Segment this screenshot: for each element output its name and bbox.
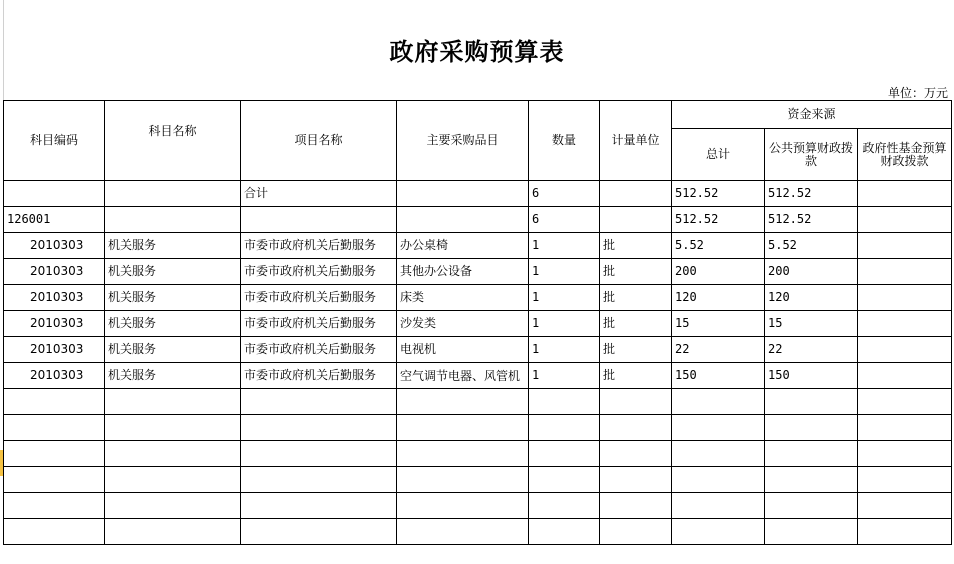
cell-qty[interactable]: 1 (529, 285, 600, 311)
cell-measure[interactable]: 批 (600, 311, 672, 337)
cell-code[interactable]: 2010303 (4, 233, 105, 259)
cell-empty[interactable] (672, 467, 765, 493)
cell-qty[interactable]: 6 (529, 181, 600, 207)
cell-qty[interactable]: 1 (529, 259, 600, 285)
cell-empty[interactable] (241, 441, 397, 467)
cell-empty[interactable] (529, 493, 600, 519)
cell-empty[interactable] (241, 415, 397, 441)
cell-measure[interactable]: 批 (600, 233, 672, 259)
cell-name[interactable]: 机关服务 (105, 285, 241, 311)
cell-empty[interactable] (765, 519, 858, 545)
table-row-empty (4, 493, 952, 519)
cell-item[interactable]: 电视机 (397, 337, 529, 363)
header-public[interactable]: 公共预算财政拨款 (765, 129, 858, 181)
cell-empty[interactable] (397, 389, 529, 415)
cell-public[interactable]: 22 (765, 337, 858, 363)
cell-qty[interactable]: 1 (529, 363, 600, 389)
cell-total[interactable]: 15 (672, 311, 765, 337)
cell-item[interactable]: 床类 (397, 285, 529, 311)
cell-empty[interactable] (529, 519, 600, 545)
cell-empty[interactable] (765, 441, 858, 467)
cell-empty[interactable] (600, 415, 672, 441)
cell-measure[interactable]: 批 (600, 259, 672, 285)
header-code[interactable]: 科目编码 (4, 101, 105, 181)
cell-name[interactable]: 机关服务 (105, 337, 241, 363)
cell-empty[interactable] (105, 389, 241, 415)
cell-empty[interactable] (241, 519, 397, 545)
table-row (4, 311, 952, 337)
table-body (4, 181, 952, 545)
cell-empty[interactable] (105, 467, 241, 493)
cell-empty[interactable] (241, 467, 397, 493)
cell-empty[interactable] (600, 441, 672, 467)
cell-gov-fund[interactable] (858, 207, 952, 233)
cell-project[interactable]: 市委市政府机关后勤服务 (241, 337, 397, 363)
cell-total[interactable]: 5.52 (672, 233, 765, 259)
cell-empty[interactable] (4, 415, 105, 441)
cell-empty[interactable] (858, 441, 952, 467)
cell-measure[interactable]: 批 (600, 285, 672, 311)
cell-empty[interactable] (858, 389, 952, 415)
cell-empty[interactable] (105, 519, 241, 545)
table-row (4, 337, 952, 363)
cell-empty[interactable] (765, 493, 858, 519)
cell-public[interactable]: 120 (765, 285, 858, 311)
cell-empty[interactable] (529, 467, 600, 493)
cell-empty[interactable] (105, 493, 241, 519)
cell-project[interactable]: 市委市政府机关后勤服务 (241, 233, 397, 259)
cell-public[interactable]: 150 (765, 363, 858, 389)
cell-empty[interactable] (4, 389, 105, 415)
cell-empty[interactable] (672, 441, 765, 467)
table-row (4, 207, 952, 233)
budget-table (3, 100, 952, 545)
cell-empty[interactable] (241, 389, 397, 415)
cell-empty[interactable] (4, 493, 105, 519)
cell-empty[interactable] (4, 441, 105, 467)
cell-gov-fund[interactable] (858, 181, 952, 207)
cell-empty[interactable] (397, 441, 529, 467)
cell-gov-fund[interactable] (858, 233, 952, 259)
cell-gov-fund[interactable] (858, 259, 952, 285)
cell-name[interactable] (105, 207, 241, 233)
cell-name[interactable]: 机关服务 (105, 259, 241, 285)
cell-name[interactable] (105, 181, 241, 207)
table-row-empty (4, 415, 952, 441)
cell-total[interactable]: 150 (672, 363, 765, 389)
cell-public[interactable]: 200 (765, 259, 858, 285)
cell-measure[interactable] (600, 207, 672, 233)
cell-empty[interactable] (397, 467, 529, 493)
table-row (4, 285, 952, 311)
cell-project[interactable]: 合计 (241, 181, 397, 207)
cell-project[interactable]: 市委市政府机关后勤服务 (241, 259, 397, 285)
cell-empty[interactable] (529, 441, 600, 467)
cell-empty[interactable] (765, 389, 858, 415)
cell-qty[interactable]: 1 (529, 233, 600, 259)
cell-name[interactable]: 机关服务 (105, 363, 241, 389)
cell-empty[interactable] (241, 493, 397, 519)
cell-gov-fund[interactable] (858, 311, 952, 337)
cell-name[interactable]: 机关服务 (105, 311, 241, 337)
cell-empty[interactable] (672, 389, 765, 415)
cell-empty[interactable] (672, 519, 765, 545)
cell-code[interactable]: 2010303 (4, 259, 105, 285)
header-qty[interactable]: 数量 (529, 101, 600, 181)
cell-empty[interactable] (600, 519, 672, 545)
cell-total[interactable]: 120 (672, 285, 765, 311)
cell-code[interactable]: 2010303 (4, 337, 105, 363)
cell-project[interactable]: 市委市政府机关后勤服务 (241, 311, 397, 337)
cell-empty[interactable] (600, 467, 672, 493)
header-measure[interactable]: 计量单位 (600, 101, 672, 181)
page-title: 政府采购预算表 (389, 37, 565, 66)
cell-gov-fund[interactable] (858, 363, 952, 389)
unit-label: 单位：万元 (887, 86, 948, 100)
cell-qty[interactable]: 1 (529, 337, 600, 363)
cell-empty[interactable] (858, 415, 952, 441)
cell-public[interactable]: 512.52 (765, 207, 858, 233)
cell-empty[interactable] (858, 519, 952, 545)
cell-empty[interactable] (858, 467, 952, 493)
cell-measure[interactable] (600, 181, 672, 207)
cell-gov-fund[interactable] (858, 285, 952, 311)
cell-project[interactable] (241, 207, 397, 233)
cell-project[interactable]: 市委市政府机关后勤服务 (241, 363, 397, 389)
cell-empty[interactable] (672, 415, 765, 441)
table-row-empty (4, 441, 952, 467)
table-row-empty (4, 519, 952, 545)
cell-empty[interactable] (397, 415, 529, 441)
table-row-empty (4, 467, 952, 493)
cell-public[interactable]: 512.52 (765, 181, 858, 207)
budget-sheet (3, 100, 952, 545)
cell-item[interactable]: 其他办公设备 (397, 259, 529, 285)
cell-total[interactable]: 200 (672, 259, 765, 285)
cell-empty[interactable] (858, 493, 952, 519)
header-project[interactable]: 项目名称 (241, 101, 397, 181)
cell-code[interactable] (4, 181, 105, 207)
table-row (4, 259, 952, 285)
cell-empty[interactable] (105, 441, 241, 467)
cell-item[interactable]: 空气调节电器、风管机 (397, 363, 529, 389)
cell-measure[interactable]: 批 (600, 337, 672, 363)
header-name[interactable]: 科目名称 (105, 101, 241, 181)
cell-empty[interactable] (397, 519, 529, 545)
cell-code[interactable]: 126001 (4, 207, 105, 233)
cell-empty[interactable] (4, 519, 105, 545)
cell-qty[interactable]: 1 (529, 311, 600, 337)
cell-code[interactable]: 2010303 (4, 311, 105, 337)
cell-empty[interactable] (105, 415, 241, 441)
cell-code[interactable]: 2010303 (4, 363, 105, 389)
cell-code[interactable]: 2010303 (4, 285, 105, 311)
header-total[interactable]: 总计 (672, 129, 765, 181)
table-row (4, 363, 952, 389)
header-item[interactable]: 主要采购品目 (397, 101, 529, 181)
table-row-empty (4, 389, 952, 415)
cell-total[interactable]: 22 (672, 337, 765, 363)
cell-gov-fund[interactable] (858, 337, 952, 363)
table-row (4, 181, 952, 207)
cell-item[interactable]: 沙发类 (397, 311, 529, 337)
cell-empty[interactable] (600, 493, 672, 519)
cell-item[interactable] (397, 181, 529, 207)
cell-empty[interactable] (672, 493, 765, 519)
cell-total[interactable]: 512.52 (672, 181, 765, 207)
cell-item[interactable] (397, 207, 529, 233)
cell-name[interactable]: 机关服务 (105, 233, 241, 259)
cell-item[interactable]: 办公桌椅 (397, 233, 529, 259)
cell-public[interactable]: 5.52 (765, 233, 858, 259)
cell-qty[interactable]: 6 (529, 207, 600, 233)
cell-empty[interactable] (397, 493, 529, 519)
cell-empty[interactable] (529, 415, 600, 441)
header-gov-fund[interactable]: 政府性基金预算财政拨款 (858, 129, 952, 181)
cell-empty[interactable] (529, 389, 600, 415)
cell-public[interactable]: 15 (765, 311, 858, 337)
cell-empty[interactable] (600, 389, 672, 415)
cell-project[interactable]: 市委市政府机关后勤服务 (241, 285, 397, 311)
cell-empty[interactable] (765, 467, 858, 493)
cell-measure[interactable]: 批 (600, 363, 672, 389)
cell-empty[interactable] (4, 467, 105, 493)
cell-empty[interactable] (765, 415, 858, 441)
cell-total[interactable]: 512.52 (672, 207, 765, 233)
header-funds[interactable]: 资金来源 (672, 101, 952, 129)
table-row (4, 233, 952, 259)
